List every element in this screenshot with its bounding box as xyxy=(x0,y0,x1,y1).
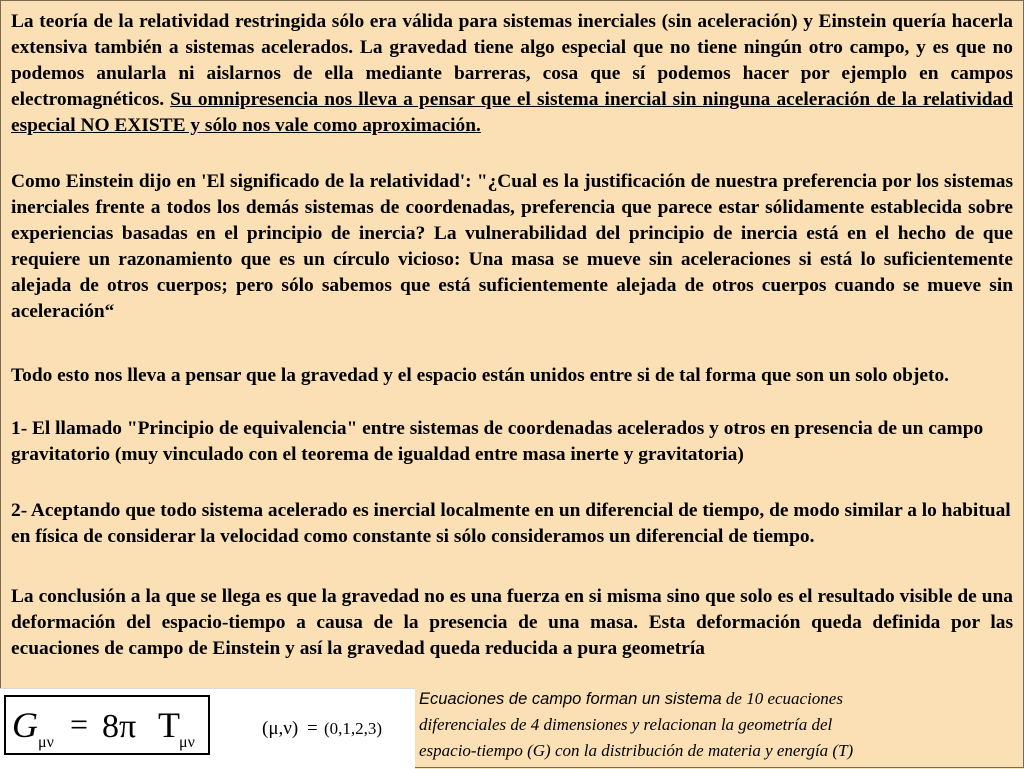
paragraph-einstein-quote: Como Einstein dijo en 'El significado de la relatividad': "¿Cual es la justificación de nuestra preferencia por los sistemas inerciales frente a todos los demás sistemas de coordenadas, preferencia que parece estar sólidamente establecida sobre experiencias basadas en el principio de inercia? La vulnerabilidad del principio de inercia está en el hecho de que requiere un razonamiento que es un círculo vicioso: Una masa se mueve sin aceleraciones si está lo suficientemente alejada de otros cuerpos; pero sólo sabemos que está suficientemente alejada de otros cuerpos cuando se mueve sin aceleración“ xyxy=(11,171,1013,322)
paragraph-relativity-intro xyxy=(11,9,1013,139)
paragraph-conclusion: La conclusión a la que se llega es que la gravedad no es una fuerza en si misma sino que solo es el resultado visible de una deformación del espacio-tiempo a causa de la presencia de una masa. Esta deformación queda definida por las ecuaciones de campo de Einstein y así la gravedad queda reducida a pura geometría xyxy=(11,586,1013,659)
equation-rhs: T xyxy=(158,705,180,745)
equation-coefficient: 8π xyxy=(102,708,137,745)
caption-line-1 xyxy=(419,686,1019,712)
index-range-equals: = xyxy=(307,718,318,739)
caption-line-2: diferenciales de 4 dimensiones y relacionan la geometría del xyxy=(419,715,833,734)
index-range-lhs: (μ,ν) xyxy=(262,718,299,739)
underlined-statement: Su omnipresencia nos lleva a pensar que el sistema inercial sin ninguna aceleración de la relatividad especial NO EXISTE y sólo nos vale como aproximación. xyxy=(11,89,1013,136)
paragraph-gravity-space: Todo esto nos lleva a pensar que la gravedad y el espacio están unidos entre si de tal forma que son un solo objeto. xyxy=(11,365,950,386)
index-range-svg xyxy=(262,707,402,747)
caption-lead: Ecuaciones de campo forman un sistema xyxy=(419,690,722,708)
equation-lhs: G xyxy=(12,705,38,745)
list-item-equivalence-principle: 1- El llamado "Principio de equivalencia" entre sistemas de coordenadas acelerados y otros en presencia de un campo gravitatorio (muy vinculado con el teorema de igualdad entre masa inerte y gravitatoria) xyxy=(11,418,984,465)
caption-line-1-rest: de 10 ecuaciones xyxy=(721,689,843,708)
equation-lhs-subscript: μν xyxy=(38,734,54,751)
equation-rhs-subscript: μν xyxy=(179,734,195,751)
index-range-values: (0,1,2,3) xyxy=(324,719,383,738)
equation-equals: = xyxy=(70,706,89,742)
caption-line-3: espacio-tiempo (G) con la distribución de materia y energía (T) xyxy=(419,741,854,760)
list-item-local-inertial: 2- Aceptando que todo sistema acelerado es inercial localmente en un diferencial de tiempo, de modo similar a lo habitual en física de considerar la velocidad como constante si sólo consideramos un diferencial de tiempo. xyxy=(11,500,1011,547)
field-equation xyxy=(4,695,210,755)
formula-panel xyxy=(0,688,415,769)
equation-caption xyxy=(419,686,1019,764)
paragraph-relativity-intro-text: La teoría de la relatividad restringida sólo era válida para sistemas inerciales (sin aceleración) y Einstein quería hacerla extensiva también a sistemas acelerados. La gravedad tiene algo especial que no tiene ningún otro campo, y es que no podemos anularla ni aislarnos de ella mediante barreras, cosa que sí podemos hacer por ejemplo en campos electromagnéticos. xyxy=(11,11,1013,110)
index-range xyxy=(262,707,402,747)
field-equation-svg xyxy=(6,697,208,753)
